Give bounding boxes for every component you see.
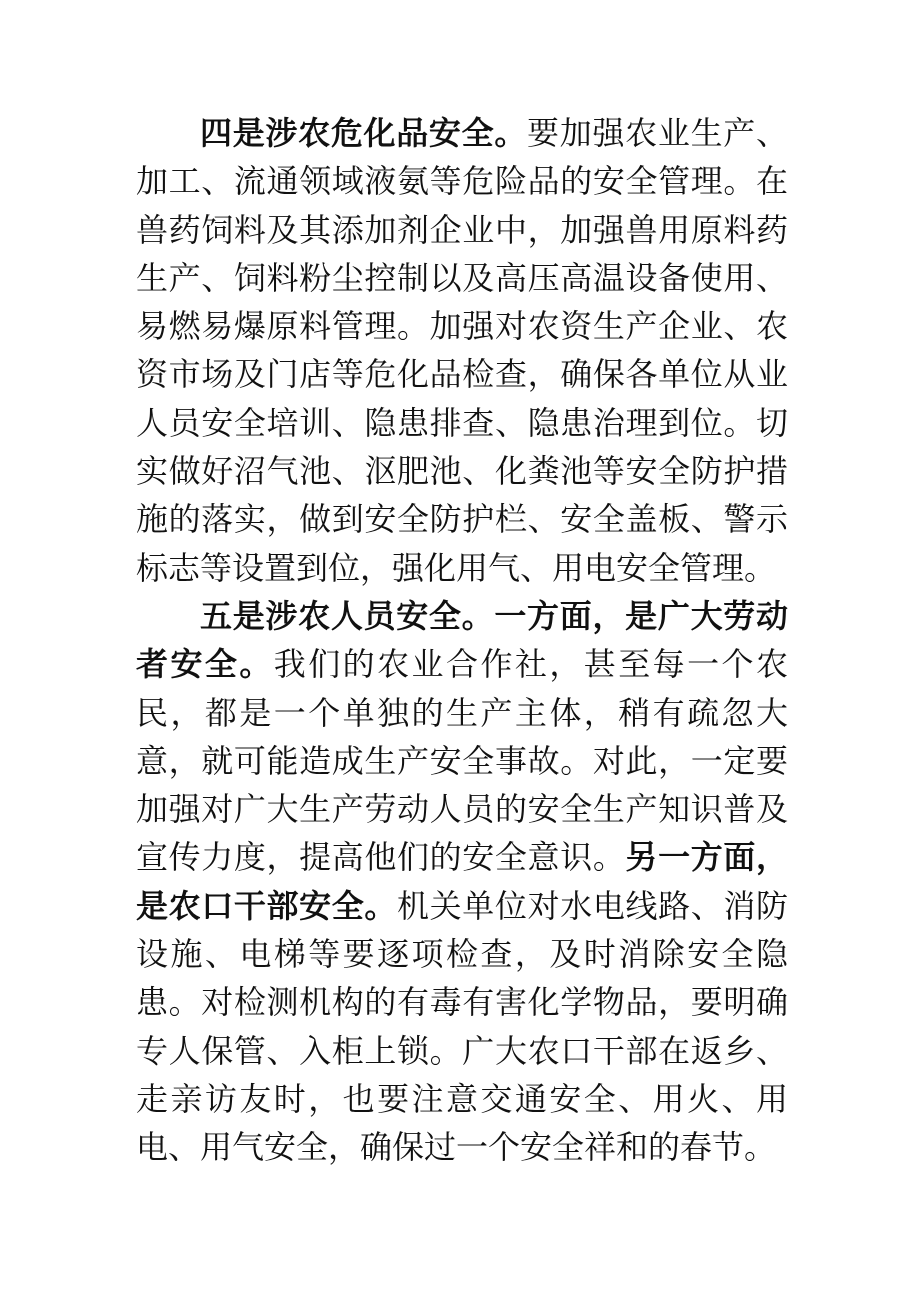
body-workers-safety: 我们的农业合作社，甚至每一个农民，都是一个单独的生产主体，稍有疏忽大意，就可能造成生产安全事故。对此，一定要加强对广大生产劳动人员的安全生产知识普及宣传力度，提高他们的安全意识。 [136,645,788,877]
paragraph-hazardous-chemicals [136,109,788,592]
paragraph-personnel-safety [136,592,788,1172]
body-hazardous-chemicals: 要加强农业生产、加工、流通领域液氨等危险品的安全管理。在兽药饲料及其添加剂企业中，加强兽用原料药生产、饲料粉尘控制以及高压高温设备使用、易燃易爆原料管理。加强对农资生产企业、农资市场及门店等危化品检查，确保各单位从业人员安全培训、隐患排查、隐患治理到位。切实做好沼气池、沤肥池、化粪池等安全防护措施的落实，做到安全防护栏、安全盖板、警示标志等设置到位，强化用气、用电安全管理。 [136,114,788,587]
body-cadre-safety: 机关单位对水电线路、消防设施、电梯等要逐项检查，及时消除安全隐患。对检测机构的有毒有害化学物品，要明确专人保管、入柜上锁。广大农口干部在返乡、走亲访友时，也要注意交通安全、用火、用电、用气安全，确保过一个安全祥和的春节。 [136,886,788,1167]
heading-cadre-safety: 另一方面，是农口干部安全。 [136,838,788,925]
document-body [136,109,788,1172]
heading-hazardous-chemicals: 四是涉农危化品安全。 [200,114,528,152]
heading-personnel-safety: 五是涉农人员安全。一方面，是广大劳动者安全。 [136,596,788,684]
